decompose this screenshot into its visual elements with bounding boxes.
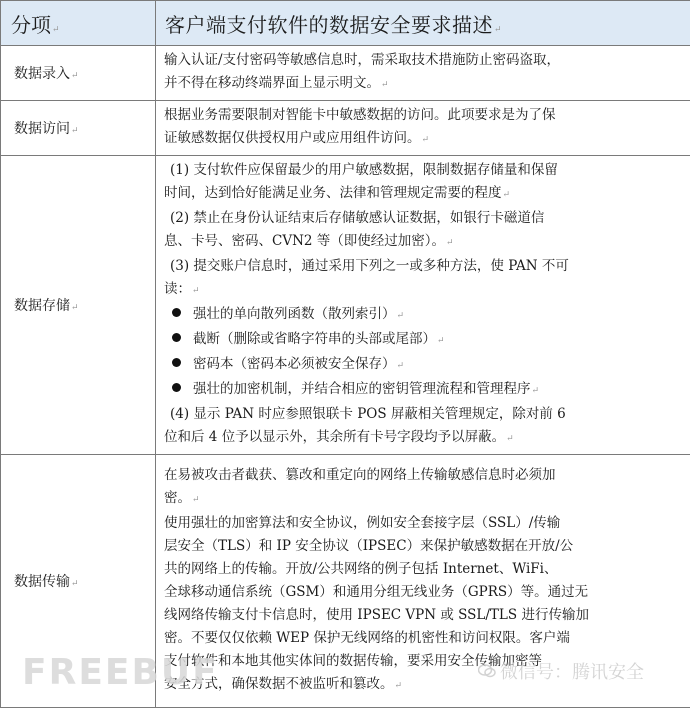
wechat-icon [478,664,496,678]
row-label-data-access: 数据访问↵ [1,101,156,156]
row-desc-data-storage: (1) 支付软件应保留最少的用户敏感数据，限制数据存储量和保留 时间，达到恰好能满足业务、法律和管理规定需要的程度↵ (2) 禁止在身份认证结束后存储敏感认证数据，如银行卡磁道信 息、卡号、密码、CVN2 等（即使经过加密）。↵ (3) 提交账户信息时，通过采用下列之一或多种方法，使 PAN 不可 读：↵ 强壮的单向散列函数（散列索引）↵ 截断（删除或省略字符串的头部或尾部）↵ 密码本（密码本必须被安全保存）↵ 强壮的加密机制，并结合相应的密钥管理流程和管理程序↵ (4) 显示 PAN 时应参照银联卡 POS 屏蔽相关管理规定，除对前 6 位和后 4 位予以显示外，其余所有卡号字段均予以屏蔽。↵ [156,156,690,455]
table-row [1,101,690,156]
list-item: 密码本（密码本必须被安全保存）↵ [164,353,682,378]
row-desc-data-access: 根据业务需要限制对智能卡中敏感数据的访问。此项要求是为了保 证敏感数据仅供授权用户或应用组件访问。↵ [156,101,690,156]
freebuf-watermark: FREEBUF [22,652,219,693]
bullet-icon [172,358,181,367]
table-row [1,156,690,455]
row-label-data-entry: 数据录入↵ [1,46,156,101]
table-header-row [1,1,690,46]
row-label-data-storage: 数据存储↵ [1,156,156,455]
bullet-icon [172,308,181,317]
list-item: 截断（删除或省略字符串的头部或尾部）↵ [164,328,682,353]
bullet-icon [172,333,181,342]
list-item: 强壮的加密机制，并结合相应的密钥管理流程和管理程序↵ [164,378,682,403]
list-item: 强壮的单向散列函数（散列索引）↵ [164,303,682,328]
table-row [1,46,690,101]
row-desc-data-entry: 输入认证/支付密码等敏感信息时，需采取技术措施防止密码盗取， 并不得在移动终端界面上显示明文。↵ [156,46,690,101]
wechat-watermark: 微信号：腾讯安全 [478,658,644,684]
row-desc-data-transmission: 在易被攻击者截获、篡改和重定向的网络上传输敏感信息时必须加 密。↵ 使用强壮的加密算法和安全协议，例如安全套接字层（SSL）/传输 层安全（TLS）和 IP 安全协议（IPSEC）来保护敏感数据在开放/公 共的网络上的传输。开放/公共网络的例子包括 Internet、WiFi、 全球移动通信系统（GSM）和通用分组无线业务（GPRS）等。通过无 线网络传输支付卡信息时，使用 IPSEC VPN 或 SSL/TLS 进行传输加 密。不要仅仅依赖 WEP 保护无线网络的机密性和访问权限。客户端 支付软件和本地其他实体间的数据传输，要采用安全传输加密等 安全方式，确保数据不被监听和篡改。↵ [156,455,690,708]
bullet-icon [172,383,181,392]
header-description: 客户端支付软件的数据安全要求描述↵ [156,1,690,46]
row-label-data-transmission: 数据传输↵ [1,455,156,708]
header-category: 分项↵ [1,1,156,46]
